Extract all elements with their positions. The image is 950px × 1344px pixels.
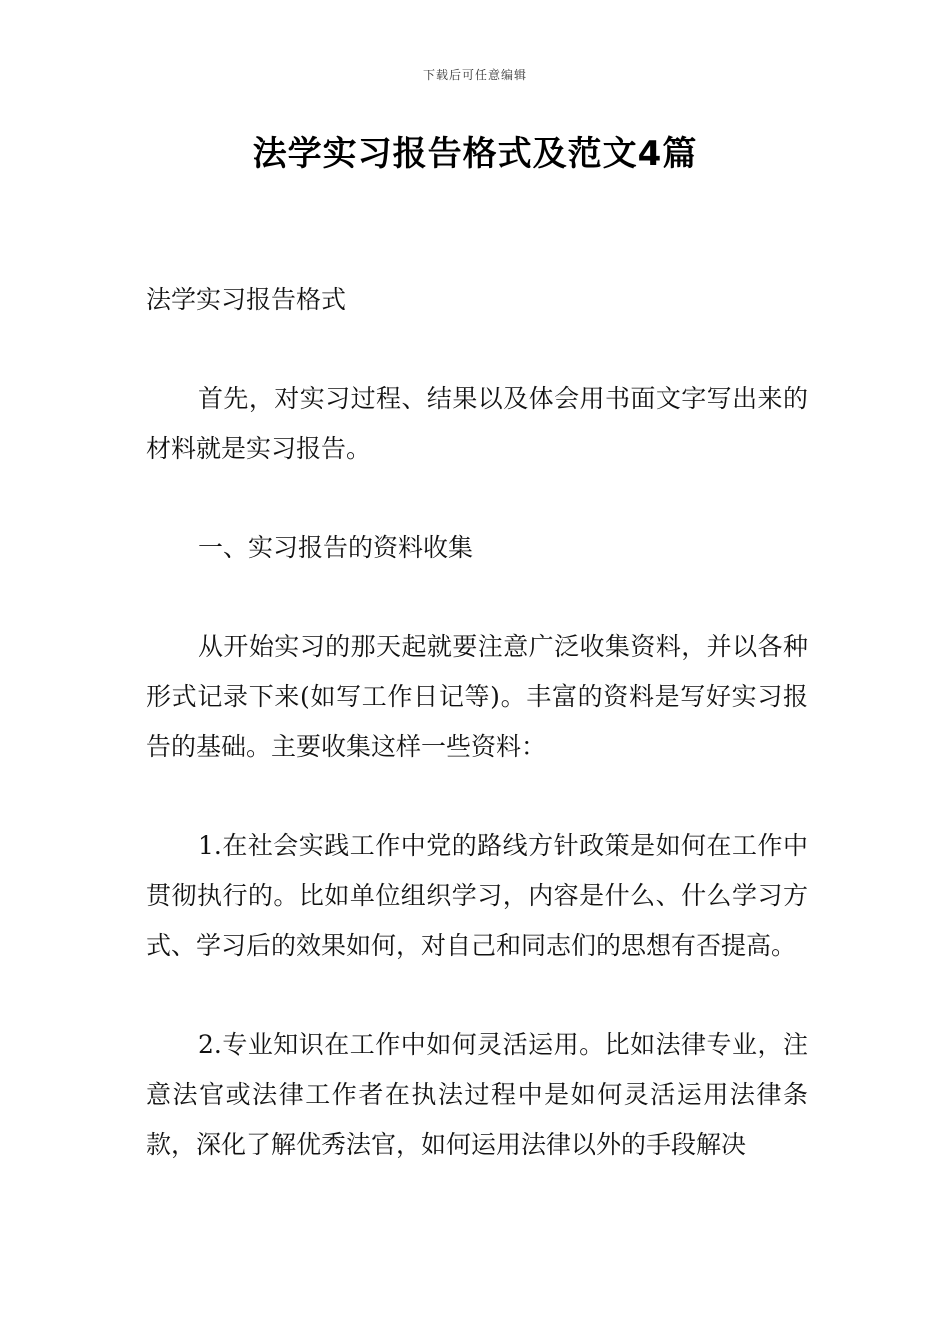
- section-heading-format: 法学实习报告格式: [146, 285, 347, 314]
- paragraph-intro: 首先，对实习过程、结果以及体会用书面文字写出来的材料就是实习报告。: [146, 384, 808, 463]
- document-body: [146, 275, 808, 1219]
- list-item-1: 1.在社会实践工作中党的路线方针政策是如何在工作中贯彻执行的。比如单位组织学习，内容是什么、什么学习方式、学习后的效果如何，对自己和同志们的思想有否提高。: [146, 831, 808, 960]
- document-title: 法学实习报告格式及范文4篇: [252, 134, 698, 174]
- section-heading-collection: 一、实习报告的资料收集: [198, 533, 474, 562]
- header-note: 下载后可任意编辑: [422, 68, 527, 82]
- paragraph-collection: 从开始实习的那天起就要注意广泛收集资料，并以各种形式记录下来(如写工作日记等)。丰富的资料是写好实习报告的基础。主要收集这样一些资料：: [146, 632, 808, 761]
- list-item-2: 2.专业知识在工作中如何灵活运用。比如法律专业，注意法官或法律工作者在执法过程中是如何灵活运用法律条款，深化了解优秀法官，如何运用法律以外的手段解决: [146, 1030, 808, 1159]
